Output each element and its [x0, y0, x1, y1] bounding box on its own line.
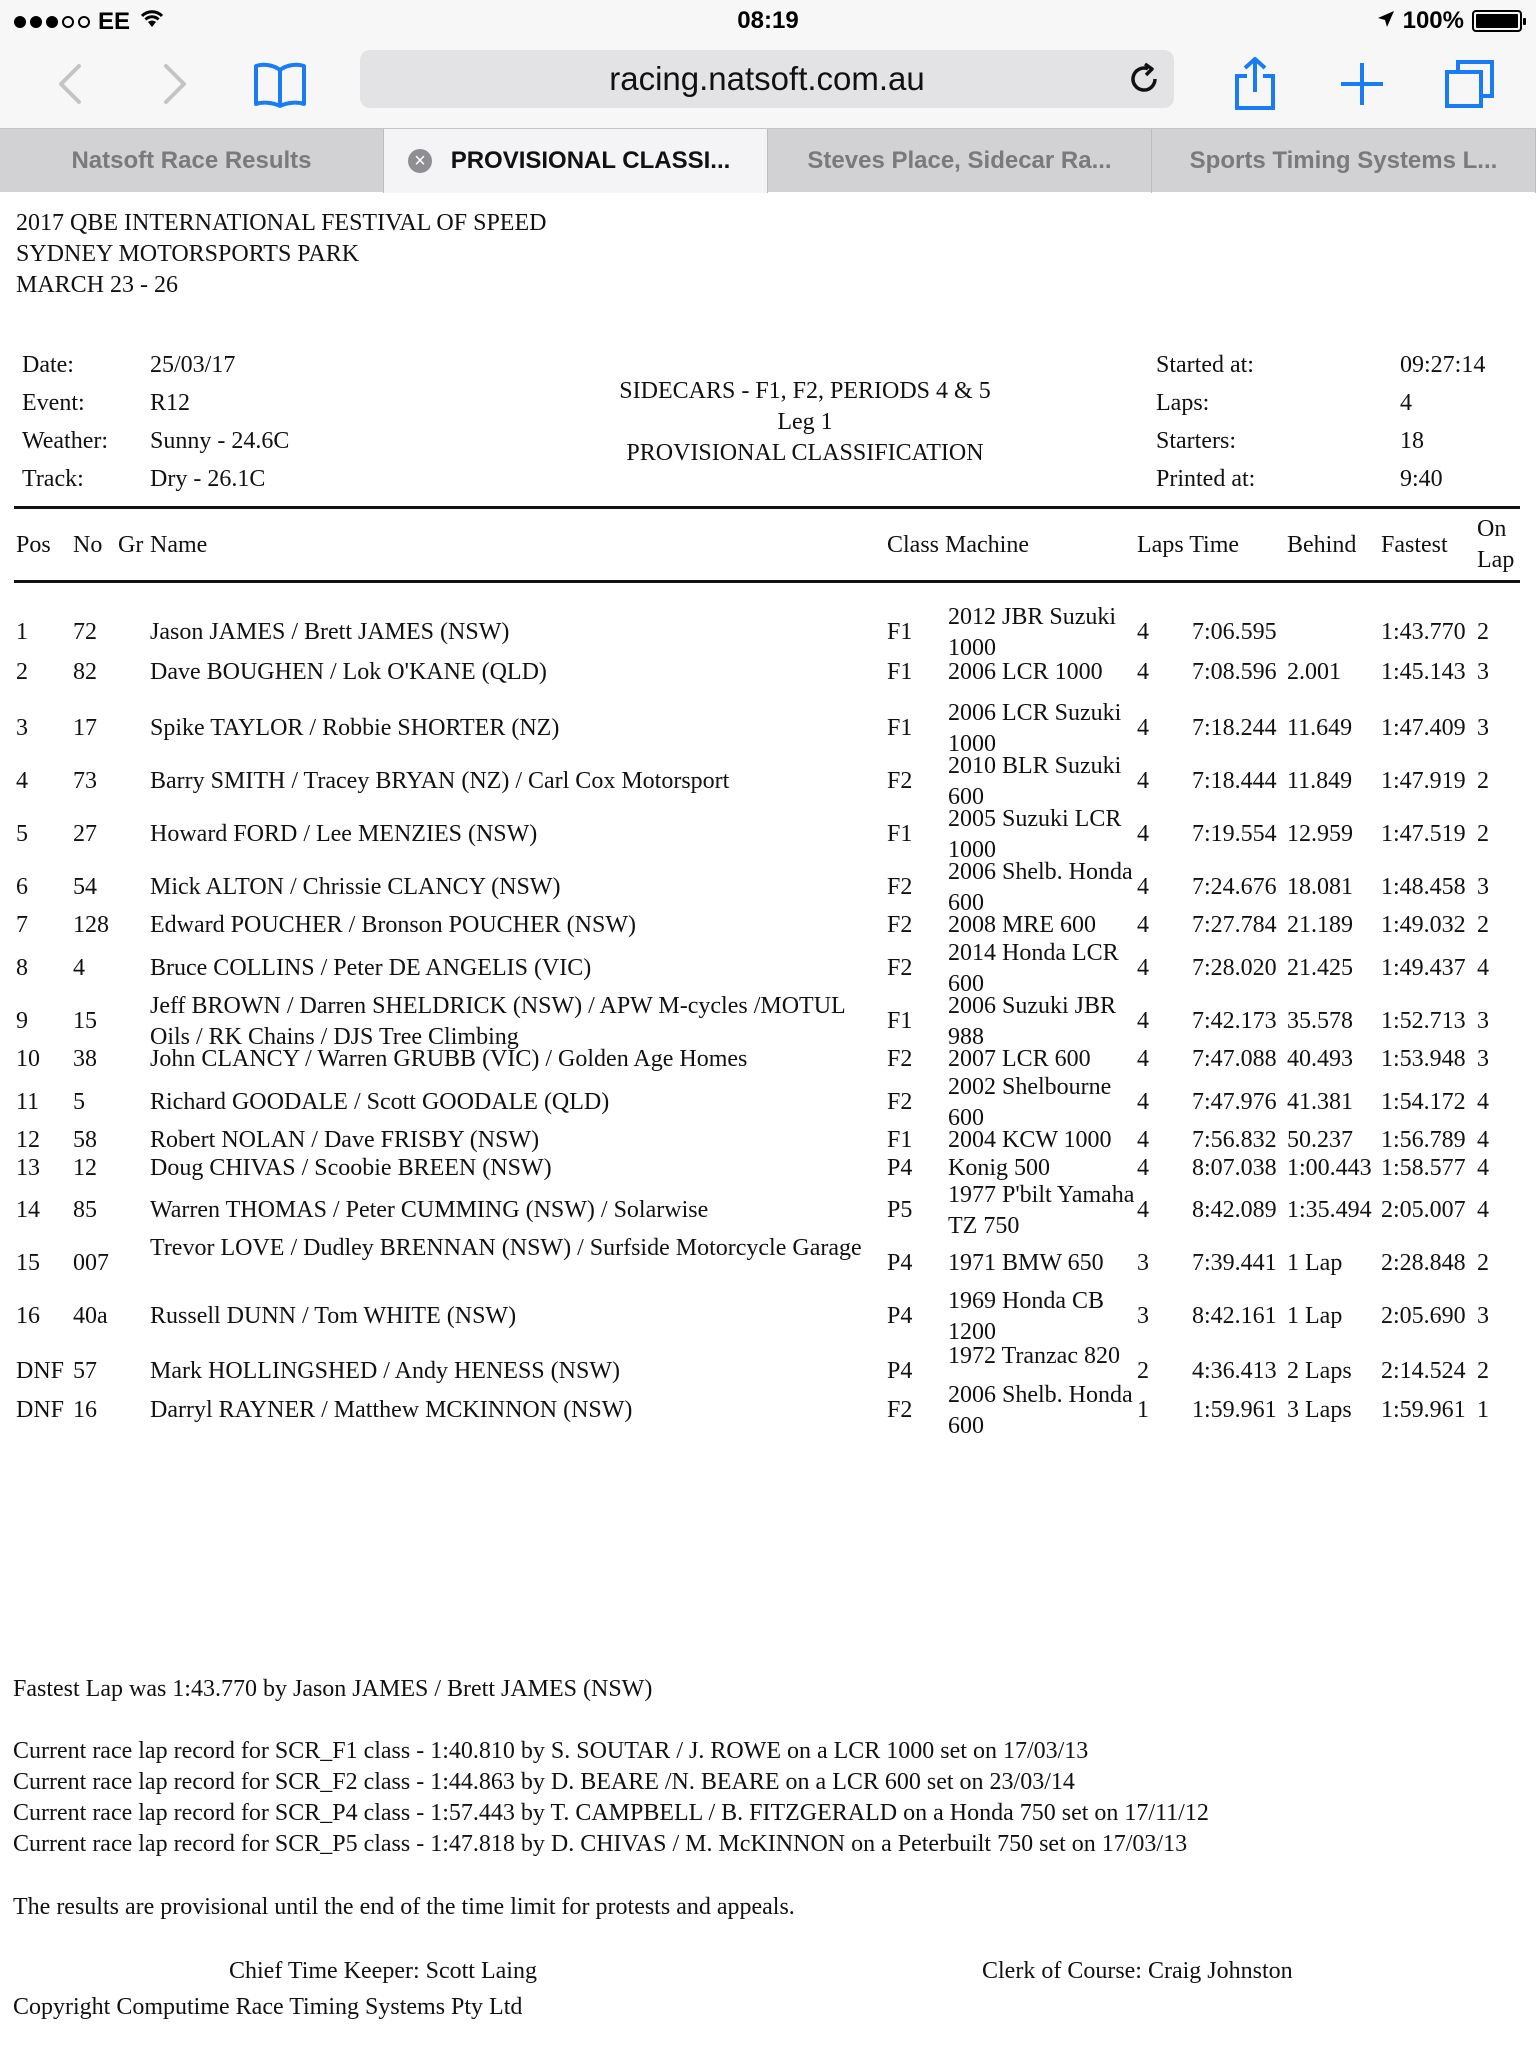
- cell-cls: P4: [887, 1250, 913, 1276]
- table-row: [0, 657, 1536, 688]
- cell-no: 4: [73, 955, 85, 981]
- plus-icon: [1339, 61, 1385, 107]
- cell-pos: 1: [16, 619, 28, 645]
- cell-pos: 6: [16, 874, 28, 900]
- cell-name: Spike TAYLOR / Robbie SHORTER (NZ): [150, 715, 560, 741]
- cell-time: 7:18.444: [1192, 768, 1277, 794]
- cell-fastest: 1:58.577: [1381, 1155, 1466, 1181]
- cell-behind: 41.381: [1287, 1089, 1353, 1115]
- cell-laps: 4: [1137, 659, 1149, 685]
- divider: [14, 580, 1520, 583]
- started-value: 09:27:14: [1400, 352, 1486, 378]
- tab-sports-timing-systems[interactable]: [1152, 129, 1536, 193]
- cell-name: Mark HOLLINGSHED / Andy HENESS (NSW): [150, 1358, 620, 1384]
- cell-machine: 2002 Shelbourne 600: [948, 1074, 1112, 1131]
- cell-name: Richard GOODALE / Scott GOODALE (QLD): [150, 1089, 610, 1115]
- starters-label: Starters:: [1156, 428, 1236, 454]
- cell-pos: 12: [16, 1127, 40, 1153]
- browser-toolbar: [0, 42, 1536, 128]
- cell-pos: 14: [16, 1197, 40, 1223]
- table-row: [0, 910, 1536, 941]
- cell-time: 7:39.441: [1192, 1250, 1277, 1276]
- starters-value: 18: [1400, 428, 1424, 454]
- cell-time: 8:42.089: [1192, 1197, 1277, 1223]
- url-text: racing.natsoft.com.au: [609, 60, 925, 97]
- cell-time: 4:36.413: [1192, 1358, 1277, 1384]
- cell-fastest: 1:52.713: [1381, 1008, 1466, 1034]
- cell-laps: 4: [1137, 912, 1149, 938]
- cell-fastest: 1:56.789: [1381, 1127, 1466, 1153]
- cell-onlap: 4: [1477, 1127, 1489, 1153]
- fastest-lap-note: Fastest Lap was 1:43.770 by Jason JAMES / Brett JAMES (NSW): [13, 1676, 653, 1702]
- cell-laps: 4: [1137, 821, 1149, 847]
- cell-cls: F2: [887, 768, 913, 794]
- cell-pos: 5: [16, 821, 28, 847]
- cell-name: Doug CHIVAS / Scoobie BREEN (NSW): [150, 1155, 552, 1181]
- cell-cls: F1: [887, 659, 913, 685]
- cell-pos: DNF: [16, 1358, 65, 1384]
- cell-no: 38: [73, 1046, 97, 1072]
- cell-fastest: 1:48.458: [1381, 874, 1466, 900]
- cell-no: 72: [73, 619, 97, 645]
- chief-time-keeper: Chief Time Keeper: Scott Laing: [229, 1958, 537, 1984]
- cell-fastest: 1:59.961: [1381, 1397, 1466, 1423]
- classification-status: PROVISIONAL CLASSIFICATION: [626, 440, 984, 466]
- track-label: Track:: [22, 466, 84, 492]
- cell-no: 17: [73, 715, 97, 741]
- reload-icon: [1127, 62, 1161, 96]
- cell-machine: 2014 Honda LCR 600: [948, 940, 1119, 997]
- cell-onlap: 2: [1477, 1358, 1489, 1384]
- cell-time: 8:42.161: [1192, 1303, 1277, 1329]
- cell-name: Darryl RAYNER / Matthew MCKINNON (NSW): [150, 1397, 633, 1423]
- printed-value: 9:40: [1400, 466, 1443, 492]
- date-value: 25/03/17: [150, 352, 236, 378]
- lap-record: Current race lap record for SCR_P5 class - 1:47.818 by D. CHIVAS / M. McKINNON on a Peterbuilt 750 set on 17/03/13: [13, 1831, 1188, 1857]
- cell-behind: 1:00.443: [1287, 1155, 1372, 1181]
- cell-fastest: 1:43.770: [1381, 619, 1466, 645]
- cell-machine: 2006 Suzuki JBR 988: [948, 993, 1117, 1050]
- cell-behind: 18.081: [1287, 874, 1353, 900]
- laps-value: 4: [1400, 390, 1412, 416]
- status-bar: [0, 0, 1536, 42]
- cell-cls: P4: [887, 1303, 913, 1329]
- cell-time: 1:59.961: [1192, 1397, 1277, 1423]
- cell-fastest: 1:45.143: [1381, 659, 1466, 685]
- cell-time: 7:24.676: [1192, 874, 1277, 900]
- printed-label: Printed at:: [1156, 466, 1256, 492]
- cell-machine: 1977 P'bilt Yamaha TZ 750: [948, 1182, 1135, 1239]
- lap-record: Current race lap record for SCR_P4 class - 1:57.443 by T. CAMPBELL / B. FITZGERALD on a Honda 750 set on 17/11/12: [13, 1800, 1209, 1826]
- cell-machine: 2006 LCR 1000: [948, 659, 1103, 685]
- cell-no: 007: [73, 1250, 109, 1276]
- cell-pos: 16: [16, 1303, 40, 1329]
- address-bar[interactable]: [360, 50, 1174, 108]
- bookmarks-button[interactable]: [250, 54, 310, 114]
- col-laps-time: Laps Time: [1137, 532, 1240, 558]
- cell-cls: F1: [887, 821, 913, 847]
- cell-no: 82: [73, 659, 97, 685]
- cell-machine: Konig 500: [948, 1155, 1050, 1181]
- cell-laps: 4: [1137, 619, 1149, 645]
- col-on: On: [1477, 516, 1507, 542]
- cell-no: 54: [73, 874, 97, 900]
- clock: 08:19: [737, 7, 799, 34]
- tab-strip: [0, 128, 1536, 192]
- venue: SYDNEY MOTORSPORTS PARK: [16, 241, 360, 267]
- weather-label: Weather:: [22, 428, 109, 454]
- cell-laps: 4: [1137, 955, 1149, 981]
- close-icon[interactable]: ×: [408, 149, 432, 173]
- cell-cls: F1: [887, 715, 913, 741]
- cell-machine: 2004 KCW 1000: [948, 1127, 1112, 1153]
- cell-fastest: 1:47.409: [1381, 715, 1466, 741]
- cell-onlap: 3: [1477, 1046, 1489, 1072]
- cell-name: Russell DUNN / Tom WHITE (NSW): [150, 1303, 517, 1329]
- cell-fastest: 1:54.172: [1381, 1089, 1466, 1115]
- race-title-block: [560, 376, 1050, 469]
- tab-provisional-classification[interactable]: [384, 129, 768, 193]
- cell-no: 85: [73, 1197, 97, 1223]
- cell-machine: 2006 Shelb. Honda 600: [948, 1382, 1133, 1439]
- cell-pos: 3: [16, 715, 28, 741]
- cell-onlap: 1: [1477, 1397, 1489, 1423]
- cell-behind: 1 Lap: [1287, 1303, 1343, 1329]
- cell-onlap: 3: [1477, 874, 1489, 900]
- table-row: [0, 1380, 1536, 1442]
- cell-time: 7:42.173: [1192, 1008, 1277, 1034]
- cell-laps: 4: [1137, 715, 1149, 741]
- cell-name: Mick ALTON / Chrissie CLANCY (NSW): [150, 874, 561, 900]
- tab-steves-place[interactable]: [768, 129, 1152, 193]
- battery-percent: 100%: [1402, 7, 1464, 34]
- share-button[interactable]: [1225, 54, 1285, 114]
- cell-fastest: 2:14.524: [1381, 1358, 1466, 1384]
- table-row: [0, 1286, 1536, 1348]
- cell-time: 7:08.596: [1192, 659, 1277, 685]
- web-page: [0, 192, 1536, 2048]
- col-no: No: [73, 532, 103, 558]
- cell-name: Jason JAMES / Brett JAMES (NSW): [150, 619, 510, 645]
- race-title: SIDECARS - F1, F2, PERIODS 4 & 5: [619, 378, 991, 404]
- cell-laps: 2: [1137, 1358, 1149, 1384]
- battery-icon: [1472, 10, 1522, 32]
- cell-onlap: 2: [1477, 619, 1489, 645]
- cell-no: 15: [73, 1008, 97, 1034]
- cell-cls: P4: [887, 1155, 913, 1181]
- cell-machine: 1969 Honda CB 1200: [948, 1288, 1104, 1345]
- cell-onlap: 4: [1477, 1155, 1489, 1181]
- cell-machine: 2007 LCR 600: [948, 1046, 1091, 1072]
- cell-name: Dave BOUGHEN / Lok O'KANE (QLD): [150, 659, 547, 685]
- cell-behind: 35.578: [1287, 1008, 1353, 1034]
- cell-cls: F1: [887, 1127, 913, 1153]
- laps-label: Laps:: [1156, 390, 1210, 416]
- cell-fastest: 1:49.032: [1381, 912, 1466, 938]
- cell-no: 5: [73, 1089, 85, 1115]
- cell-cls: F2: [887, 912, 913, 938]
- cell-fastest: 1:47.919: [1381, 768, 1466, 794]
- cell-laps: 4: [1137, 1155, 1149, 1181]
- carrier-label: EE: [98, 7, 131, 35]
- col-pos: Pos: [16, 532, 51, 558]
- cell-pos: 11: [16, 1089, 40, 1115]
- cell-pos: 2: [16, 659, 28, 685]
- weather-value: Sunny - 24.6C: [150, 428, 290, 454]
- tab-label: Sports Timing Systems L...: [1189, 147, 1498, 174]
- cell-laps: 4: [1137, 768, 1149, 794]
- cell-behind: 21.425: [1287, 955, 1353, 981]
- cell-laps: 4: [1137, 1127, 1149, 1153]
- cell-laps: 4: [1137, 1008, 1149, 1034]
- cell-laps: 4: [1137, 1089, 1149, 1115]
- cell-no: 12: [73, 1155, 97, 1181]
- cell-cls: F2: [887, 1089, 913, 1115]
- track-value: Dry - 26.1C: [150, 466, 266, 492]
- cell-behind: 50.237: [1287, 1127, 1353, 1153]
- cell-machine: 1971 BMW 650: [948, 1250, 1104, 1276]
- tab-label: Steves Place, Sidecar Ra...: [807, 147, 1112, 174]
- cell-time: 7:28.020: [1192, 955, 1277, 981]
- cell-no: 40a: [73, 1303, 108, 1329]
- cell-name: Warren THOMAS / Peter CUMMING (NSW) / Solarwise: [150, 1197, 709, 1223]
- cell-fastest: 1:49.437: [1381, 955, 1466, 981]
- chevron-right-icon: [160, 62, 190, 106]
- col-behind: Behind: [1287, 532, 1357, 558]
- cell-fastest: 1:47.519: [1381, 821, 1466, 847]
- meeting-header: [16, 208, 546, 301]
- col-lap: Lap: [1477, 547, 1515, 573]
- cell-time: 7:47.088: [1192, 1046, 1277, 1072]
- cell-pos: 8: [16, 955, 28, 981]
- cell-no: 128: [73, 912, 109, 938]
- cell-machine: 2008 MRE 600: [948, 912, 1097, 938]
- cell-time: 7:56.832: [1192, 1127, 1277, 1153]
- tab-label: PROVISIONAL CLASSI...: [450, 147, 731, 174]
- event-label: Event:: [22, 390, 85, 416]
- cell-fastest: 2:28.848: [1381, 1250, 1466, 1276]
- cell-behind: 11.849: [1287, 768, 1353, 794]
- cell-pos: 10: [16, 1046, 40, 1072]
- col-class-machine: Class Machine: [887, 532, 1029, 558]
- cell-laps: 4: [1137, 1046, 1149, 1072]
- cell-no: 27: [73, 821, 97, 847]
- cell-pos: 15: [16, 1250, 40, 1276]
- cell-name: Trevor LOVE / Dudley BRENNAN (NSW) / Surfside Motorcycle Garage: [150, 1235, 862, 1261]
- cell-pos: 13: [16, 1155, 40, 1181]
- reload-button[interactable]: [1124, 59, 1164, 99]
- cell-behind: 2.001: [1287, 659, 1341, 685]
- back-button[interactable]: [40, 54, 100, 114]
- cell-no: 73: [73, 768, 97, 794]
- cell-pos: 9: [16, 1008, 28, 1034]
- cell-behind: 21.189: [1287, 912, 1353, 938]
- cell-onlap: 3: [1477, 715, 1489, 741]
- cell-time: 7:47.976: [1192, 1089, 1277, 1115]
- cell-behind: 40.493: [1287, 1046, 1353, 1072]
- lap-record: Current race lap record for SCR_F1 class - 1:40.810 by S. SOUTAR / J. ROWE on a LCR 1000 set on 17/03/13: [13, 1738, 1089, 1764]
- cell-no: 58: [73, 1127, 97, 1153]
- cell-laps: 4: [1137, 1197, 1149, 1223]
- cell-onlap: 2: [1477, 912, 1489, 938]
- col-name: Name: [150, 532, 208, 558]
- cell-cls: F1: [887, 619, 913, 645]
- cell-onlap: 2: [1477, 1250, 1489, 1276]
- cell-behind: 12.959: [1287, 821, 1353, 847]
- divider: [14, 506, 1520, 509]
- clerk-of-course: Clerk of Course: Craig Johnston: [982, 1958, 1293, 1984]
- cell-machine: 2006 LCR Suzuki 1000: [948, 700, 1122, 757]
- location-arrow-icon: [1377, 7, 1395, 35]
- cell-cls: P4: [887, 1358, 913, 1384]
- cell-cls: F2: [887, 1397, 913, 1423]
- cell-laps: 3: [1137, 1250, 1149, 1276]
- forward-button[interactable]: [145, 54, 205, 114]
- cell-pos: DNF: [16, 1397, 65, 1423]
- meeting-title: 2017 QBE INTERNATIONAL FESTIVAL OF SPEED: [16, 210, 547, 236]
- cell-no: 16: [73, 1397, 97, 1423]
- tabs-icon: [1444, 58, 1496, 110]
- cell-fastest: 2:05.690: [1381, 1303, 1466, 1329]
- table-row: [0, 602, 1536, 664]
- cell-name: Barry SMITH / Tracey BRYAN (NZ) / Carl Cox Motorsport: [150, 768, 730, 794]
- cell-behind: 1 Lap: [1287, 1250, 1343, 1276]
- cell-onlap: 4: [1477, 1089, 1489, 1115]
- cell-fastest: 1:53.948: [1381, 1046, 1466, 1072]
- table-row: [0, 1044, 1536, 1075]
- col-gr: Gr: [118, 532, 144, 558]
- tabs-button[interactable]: [1440, 54, 1500, 114]
- meeting-dates: MARCH 23 - 26: [16, 272, 179, 298]
- cell-time: 7:27.784: [1192, 912, 1277, 938]
- cell-onlap: 2: [1477, 821, 1489, 847]
- cell-no: 57: [73, 1358, 97, 1384]
- cell-behind: 3 Laps: [1287, 1397, 1352, 1423]
- date-label: Date:: [22, 352, 74, 378]
- cell-name: Edward POUCHER / Bronson POUCHER (NSW): [150, 912, 636, 938]
- cell-machine: 2010 BLR Suzuki 600: [948, 753, 1122, 810]
- cell-behind: 11.649: [1287, 715, 1353, 741]
- cell-cls: F2: [887, 874, 913, 900]
- cell-fastest: 2:05.007: [1381, 1197, 1466, 1223]
- table-row: [0, 1125, 1536, 1156]
- cell-time: 7:19.554: [1192, 821, 1277, 847]
- lap-records: [13, 1736, 1209, 1860]
- cell-machine: 1972 Tranzac 820: [948, 1343, 1120, 1369]
- cell-cls: P5: [887, 1197, 913, 1223]
- cell-onlap: 3: [1477, 1008, 1489, 1034]
- cell-name: Robert NOLAN / Dave FRISBY (NSW): [150, 1127, 540, 1153]
- chevron-left-icon: [55, 62, 85, 106]
- cell-name: Howard FORD / Lee MENZIES (NSW): [150, 821, 538, 847]
- cell-name: John CLANCY / Warren GRUBB (VIC) / Golden Age Homes: [150, 1046, 748, 1072]
- cell-behind: 2 Laps: [1287, 1358, 1352, 1384]
- cell-cls: F2: [887, 955, 913, 981]
- cell-machine: 2012 JBR Suzuki 1000: [948, 604, 1117, 661]
- cell-time: 7:06.595: [1192, 619, 1277, 645]
- cell-name: Jeff BROWN / Darren SHELDRICK (NSW) / APW M-cycles /MOTUL Oils / RK Chains / DJS Tree Climbing: [150, 993, 845, 1050]
- event-value: R12: [150, 390, 191, 416]
- cell-name: Bruce COLLINS / Peter DE ANGELIS (VIC): [150, 955, 592, 981]
- share-icon: [1233, 56, 1277, 112]
- copyright: Copyright Computime Race Timing Systems Pty Ltd: [13, 1994, 523, 2020]
- race-leg: Leg 1: [777, 409, 833, 435]
- started-label: Started at:: [1156, 352, 1254, 378]
- cell-machine: 2005 Suzuki LCR 1000: [948, 806, 1122, 863]
- cell-laps: 1: [1137, 1397, 1149, 1423]
- cell-onlap: 4: [1477, 1197, 1489, 1223]
- cell-laps: 3: [1137, 1303, 1149, 1329]
- tab-natsoft-race-results[interactable]: [0, 129, 384, 193]
- col-fastest: Fastest: [1381, 532, 1448, 558]
- cell-pos: 7: [16, 912, 28, 938]
- cell-time: 7:18.244: [1192, 715, 1277, 741]
- cell-cls: F2: [887, 1046, 913, 1072]
- cell-onlap: 3: [1477, 1303, 1489, 1329]
- cell-machine: 2006 Shelb. Honda 600: [948, 859, 1133, 916]
- cell-onlap: 2: [1477, 768, 1489, 794]
- tab-label: Natsoft Race Results: [71, 147, 312, 174]
- cell-onlap: 4: [1477, 955, 1489, 981]
- provisional-note: The results are provisional until the end of the time limit for protests and appeals.: [13, 1894, 795, 1920]
- new-tab-button[interactable]: [1332, 54, 1392, 114]
- cell-behind: 1:35.494: [1287, 1197, 1372, 1223]
- book-icon: [252, 60, 308, 108]
- cell-onlap: 3: [1477, 659, 1489, 685]
- cell-laps: 4: [1137, 874, 1149, 900]
- cell-pos: 4: [16, 768, 28, 794]
- cell-time: 8:07.038: [1192, 1155, 1277, 1181]
- lap-record: Current race lap record for SCR_F2 class - 1:44.863 by D. BEARE /N. BEARE on a LCR 600 set on 23/03/14: [13, 1769, 1075, 1795]
- cell-cls: F1: [887, 1008, 913, 1034]
